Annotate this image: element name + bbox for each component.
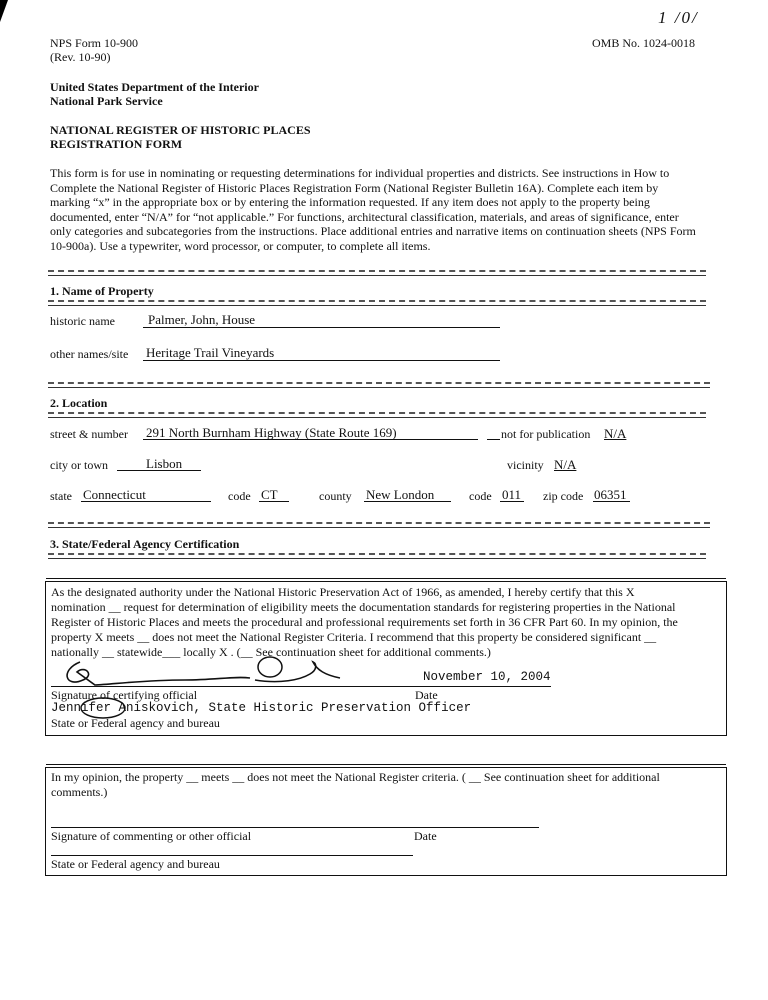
instructions-line: only categories and subcategories from the instructions. Place additional entries and narrative items on continuation sheets (NPS Form xyxy=(50,224,696,238)
other-names-label: other names/site xyxy=(50,347,129,361)
city-value: Lisbon xyxy=(146,456,183,471)
instructions-line: 10-900a). Use a typewriter, word processor, or computer, to complete all items. xyxy=(50,238,431,253)
department-name: United States Department of the Interior xyxy=(50,80,259,94)
certification-text: nationally __ statewide___ locally X . (__ See continuation sheet for additional comments.) xyxy=(51,645,491,659)
historic-name-label: historic name xyxy=(50,314,115,328)
state-code-label: code xyxy=(228,489,251,503)
section-divider xyxy=(48,522,710,528)
section-divider xyxy=(48,412,706,418)
certification-text: Register of Historic Places and meets the procedural and professional requirements set forth in 36 CFR Part 60. In my opinion, the xyxy=(51,615,678,629)
comment-agency-label: State or Federal agency and bureau xyxy=(51,857,220,871)
form-subtitle: REGISTRATION FORM xyxy=(50,137,183,151)
county-code-value: 011 xyxy=(502,487,522,502)
comment-text: In my opinion, the property __ meets __ does not meet the National Register criteria. ( __ See continuation sheet for additional xyxy=(51,770,660,784)
state-code-value: CT xyxy=(261,487,278,502)
street-value: 291 North Burnham Highway (State Route 169) xyxy=(146,425,397,440)
comment-signature-line xyxy=(51,827,539,828)
certification-text: nomination __ request for determination of eligibility meets the documentation standards for registering properties in the National xyxy=(51,600,676,614)
section-3-heading: 3. State/Federal Agency Certification xyxy=(50,537,240,551)
county-code-label: code xyxy=(469,489,492,503)
instructions-line: documented, enter “N/A” for “not applicable.” For functions, architectural classification, materials, and areas of significance, enter xyxy=(50,209,679,224)
signature-line xyxy=(51,686,551,687)
agency-label: State or Federal agency and bureau xyxy=(51,716,220,730)
section-1-heading: 1. Name of Property xyxy=(50,284,154,298)
not-for-publication-label: not for publication xyxy=(501,427,591,441)
county-label: county xyxy=(319,489,352,503)
instructions-line: marking “x” in the appropriate box or by entering the information requested. If any item does not apply to the property being xyxy=(50,195,650,209)
form-title: NATIONAL REGISTER OF HISTORIC PLACES xyxy=(50,123,311,137)
comment-text: comments.) xyxy=(51,785,108,799)
vicinity-value: N/A xyxy=(554,457,577,472)
section-divider xyxy=(48,382,710,388)
comment-signature-label: Signature of commenting or other official xyxy=(51,829,252,843)
vicinity-label: vicinity xyxy=(507,458,544,472)
certification-text: property X meets __ does not meet the National Register Criteria. I recommend that this property be considered significant __ xyxy=(51,630,657,644)
state-label: state xyxy=(50,489,72,503)
zip-value: 06351 xyxy=(594,487,627,502)
other-names-value: Heritage Trail Vineyards xyxy=(146,345,275,360)
form-revision: (Rev. 10-90) xyxy=(50,50,111,64)
scan-corner-mark xyxy=(0,0,8,22)
comment-agency-line xyxy=(51,855,413,856)
date-label: Date xyxy=(415,688,438,702)
zip-label: zip code xyxy=(543,489,584,503)
omb-number: OMB No. 1024-0018 xyxy=(592,36,696,50)
official-name: Jennifer Aniskovich, State Historic Preservation Officer xyxy=(51,701,472,715)
instructions-line: This form is for use in nominating or requesting determinations for individual properties and districts. See instructions in How to xyxy=(50,166,670,180)
section-divider xyxy=(48,300,706,306)
historic-name-value: Palmer, John, House xyxy=(148,312,256,327)
service-name: National Park Service xyxy=(50,94,163,108)
section-divider xyxy=(48,553,706,559)
section-2-heading: 2. Location xyxy=(50,396,108,410)
state-value: Connecticut xyxy=(83,487,146,502)
instructions-line: Complete the National Register of Historic Places Registration Form (National Register Bulletin 16A). Complete each item by xyxy=(50,180,659,195)
signature-label: Signature of certifying official xyxy=(51,688,198,702)
handwritten-note: 1 /0/ xyxy=(658,8,699,27)
comment-date-label: Date xyxy=(414,829,437,843)
section-divider xyxy=(48,270,706,276)
county-value: New London xyxy=(366,487,435,502)
certification-date: November 10, 2004 xyxy=(423,670,551,684)
form-number: NPS Form 10-900 xyxy=(50,36,139,50)
nfp-check-line xyxy=(487,439,500,440)
certification-text: As the designated authority under the National Historic Preservation Act of 1966, as amended, I hereby certify that this X xyxy=(51,585,635,599)
not-for-publication-value: N/A xyxy=(604,426,627,441)
city-label: city or town xyxy=(50,458,108,472)
street-label: street & number xyxy=(50,427,128,441)
